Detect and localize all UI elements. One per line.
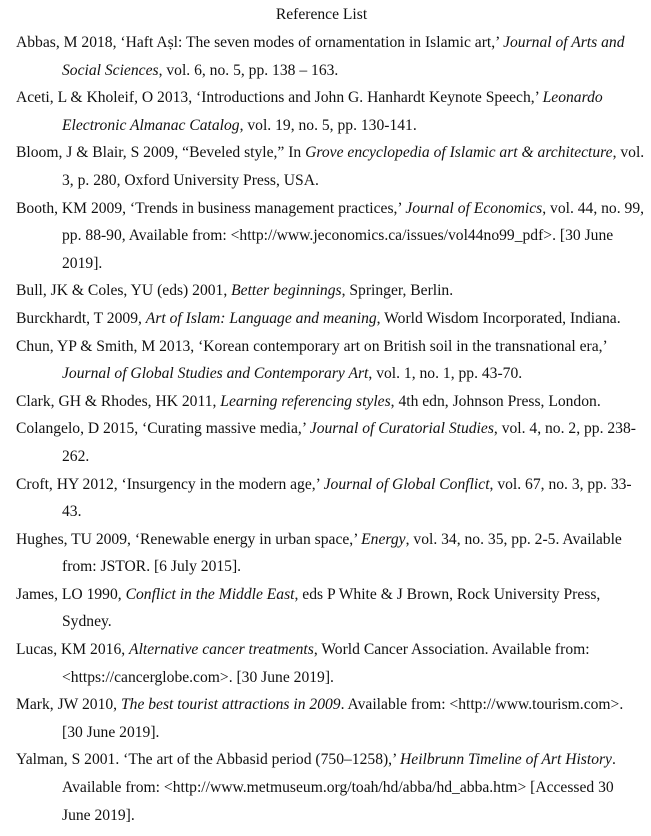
reference-text: Bull, JK & Coles, YU (eds) 2001, [16,282,232,300]
reference-text: Chun, YP & Smith, M 2013, ‘Korean contemporary art on British soil in the transnational era,’ [16,337,607,355]
reference-details: , vol. 34, no. 35, pp. 2-5. Available from: JSTOR. [6 July 2015]. [62,530,622,576]
reference-entry [16,29,646,84]
reference-list [16,29,646,829]
reference-text: Hughes, TU 2009, ‘Renewable energy in urban space,’ [16,530,362,548]
reference-source-title: Conflict in the Middle East [125,585,295,603]
reference-text: Booth, KM 2009, ‘Trends in business management practices,’ [16,199,406,217]
reference-details: . Available from: <http://www.tourism.com>. [30 June 2019]. [62,696,624,741]
reference-entry [16,415,646,470]
reference-source-title: Journal of Economics [405,199,543,217]
reference-source-title: Heilbrunn Timeline of Art History [400,751,612,769]
reference-details: , vol. 1, no. 1, pp. 43-70. [368,365,523,383]
reference-entry [16,84,646,139]
reference-details: , vol. 44, no. 99, pp. 88-90, Available from: <http://www.jeconomics.ca/issues/vol44no99_pdf>. [30 June 2019]. [62,199,645,272]
reference-source-title: Journal of Global Conflict [323,475,490,493]
reference-source-title: Journal of Curatorial Studies [309,420,494,438]
reference-source-title: The best tourist attractions in 2009 [120,696,341,714]
reference-source-title: Learning referencing styles [220,392,391,410]
reference-details: , vol. 3, p. 280, Oxford University Press, USA. [62,144,645,189]
page-title: Reference List [275,6,368,23]
reference-text: Mark, JW 2010, [16,696,121,714]
reference-entry [16,581,646,636]
reference-entry [16,388,646,416]
reference-details: , World Wisdom Incorporated, Indiana. [376,309,621,327]
reference-entry [16,691,646,746]
reference-details: , eds P White & J Brown, Rock University Press, Sydney. [62,585,601,631]
reference-source-title: Alternative cancer treatments [129,641,314,659]
reference-text: Croft, HY 2012, ‘Insurgency in the modern age,’ [16,475,324,493]
reference-entry [16,277,646,305]
reference-text: Aceti, L & Kholeif, O 2013, ‘Introductions and John G. Hanhardt Keynote Speech,’ [16,89,543,107]
reference-source-title: Grove encyclopedia of Islamic art & architecture [305,144,613,162]
reference-details: , Springer, Berlin. [341,282,454,300]
reference-text: Abbas, M 2018, ‘Haft Aṣl: The seven modes of ornamentation in Islamic art,’ [16,34,504,51]
reference-source-title: Journal of Global Studies and Contemporary Art [62,365,369,383]
reference-details: , vol. 6, no. 5, pp. 138 – 163. [158,61,339,79]
reference-text: James, LO 1990, [16,585,126,603]
reference-source-title: Journal of Arts and Social Sciences [62,34,625,79]
reference-entry [16,305,646,333]
reference-entry [16,333,646,388]
reference-entry [16,471,646,526]
reference-details: , vol. 19, no. 5, pp. 130-141. [239,116,417,134]
reference-entry [16,746,646,829]
reference-details: , vol. 67, no. 3, pp. 33-43. [62,475,632,521]
reference-source-title: Leonardo Electronic Almanac Catalog [62,89,603,134]
reference-entry [16,526,646,581]
reference-text: Lucas, KM 2016, [16,641,130,659]
reference-text: Yalman, S 2001. ‘The art of the Abbasid period (750–1258),’ [16,751,401,769]
reference-details: , World Cancer Association. Available from: <https://cancerglobe.com>. [30 June 2019]. [62,641,590,686]
reference-source-title: Energy [361,530,406,548]
reference-details: , 4th edn, Johnson Press, London. [390,392,601,410]
reference-text: Colangelo, D 2015, ‘Curating massive media,’ [16,420,310,438]
reference-source-title: Better beginnings [231,282,342,300]
reference-entry [16,636,646,691]
reference-source-title: Art of Islam: Language and meaning [145,309,377,327]
reference-text: Burckhardt, T 2009, [16,309,146,327]
reference-text: Bloom, J & Blair, S 2009, “Beveled style,” In [16,144,306,162]
reference-entry [16,139,646,194]
reference-details: , vol. 4, no. 2, pp. 238-262. [62,420,636,465]
reference-entry [16,195,646,278]
reference-details: . Available from: <http://www.metmuseum.org/toah/hd/abba/hd_abba.htm> [Accessed 30 June 2019]. [62,751,616,824]
reference-text: Clark, GH & Rhodes, HK 2011, [16,392,221,410]
